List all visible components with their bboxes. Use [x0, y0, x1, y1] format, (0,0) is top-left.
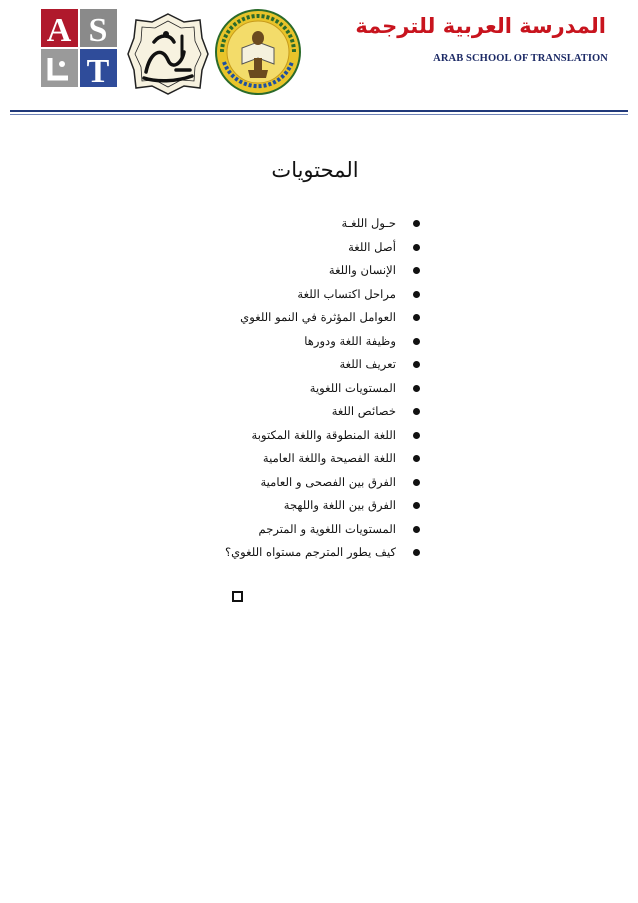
toc-item-label: حـول اللغـة — [341, 216, 396, 230]
bullet-icon — [413, 408, 420, 415]
toc-item — [150, 330, 420, 354]
toc-item-label: أصل اللغة — [348, 239, 396, 254]
bullet-icon — [413, 502, 420, 509]
toc-item-label: المستويات اللغوية — [309, 380, 396, 395]
svg-text:S: S — [88, 12, 108, 49]
toc-item — [150, 541, 420, 565]
toc-item-label: الإنسان واللغة — [328, 263, 396, 277]
toc-item-label: الفرق بين اللغة واللهجة — [283, 498, 396, 512]
header-divider — [10, 110, 628, 112]
toc-item-label: خصائص اللغة — [331, 404, 396, 418]
header-divider-thin — [10, 114, 628, 115]
bullet-icon — [413, 385, 420, 392]
toc-item — [150, 306, 420, 330]
checkbox-square-icon — [232, 591, 243, 602]
svg-text:A: A — [46, 12, 72, 49]
toc-item-label: الفرق بين الفصحى و العامية — [260, 474, 396, 489]
bullet-icon — [413, 267, 420, 274]
school-name-arabic: المدرسة العربية للترجمة — [355, 14, 606, 38]
toc-list — [150, 212, 420, 565]
toc-item — [150, 518, 420, 542]
bullet-icon — [413, 220, 420, 227]
toc-item — [150, 236, 420, 260]
bullet-icon — [413, 479, 420, 486]
bullet-icon — [413, 455, 420, 462]
toc-item — [150, 353, 420, 377]
toc-item — [150, 377, 420, 401]
toc-item-label: المستويات اللغوية و المترجم — [258, 521, 396, 536]
bullet-icon — [413, 549, 420, 556]
toc-item-label: اللغة الفصيحة واللغة العامية — [262, 451, 396, 465]
education-center-seal — [214, 8, 302, 96]
toc-item — [150, 212, 420, 236]
bullet-icon — [413, 526, 420, 533]
bullet-icon — [413, 338, 420, 345]
asf-logo — [40, 8, 118, 88]
toc-item — [150, 259, 420, 283]
toc-item-label: تعريف اللغة — [339, 357, 396, 371]
toc-item-label: اللغة المنطوقة واللغة المكتوبة — [251, 427, 396, 442]
toc-item — [150, 400, 420, 424]
toc-item — [150, 447, 420, 471]
toc-item — [150, 283, 420, 307]
toc-item-label: العوامل المؤثرة في النمو اللغوي — [240, 310, 396, 324]
bullet-icon — [413, 361, 420, 368]
bullet-icon — [413, 314, 420, 321]
toc-item — [150, 494, 420, 518]
bullet-icon — [413, 291, 420, 298]
bullet-icon — [413, 432, 420, 439]
toc-item-label: وظيفة اللغة ودورها — [304, 333, 396, 348]
svg-text:T: T — [86, 53, 110, 88]
school-name-english: ARAB SCHOOL OF TRANSLATION — [433, 53, 608, 64]
hikma-calligraphy-logo — [126, 12, 210, 96]
bullet-icon — [413, 244, 420, 251]
toc-item — [150, 424, 420, 448]
toc-item — [150, 471, 420, 495]
toc-title: المحتويات — [271, 158, 359, 182]
toc-item-label: مراحل اكتساب اللغة — [297, 286, 396, 301]
toc-item-label: كيف يطور المترجم مستواه اللغوي؟ — [224, 545, 396, 559]
